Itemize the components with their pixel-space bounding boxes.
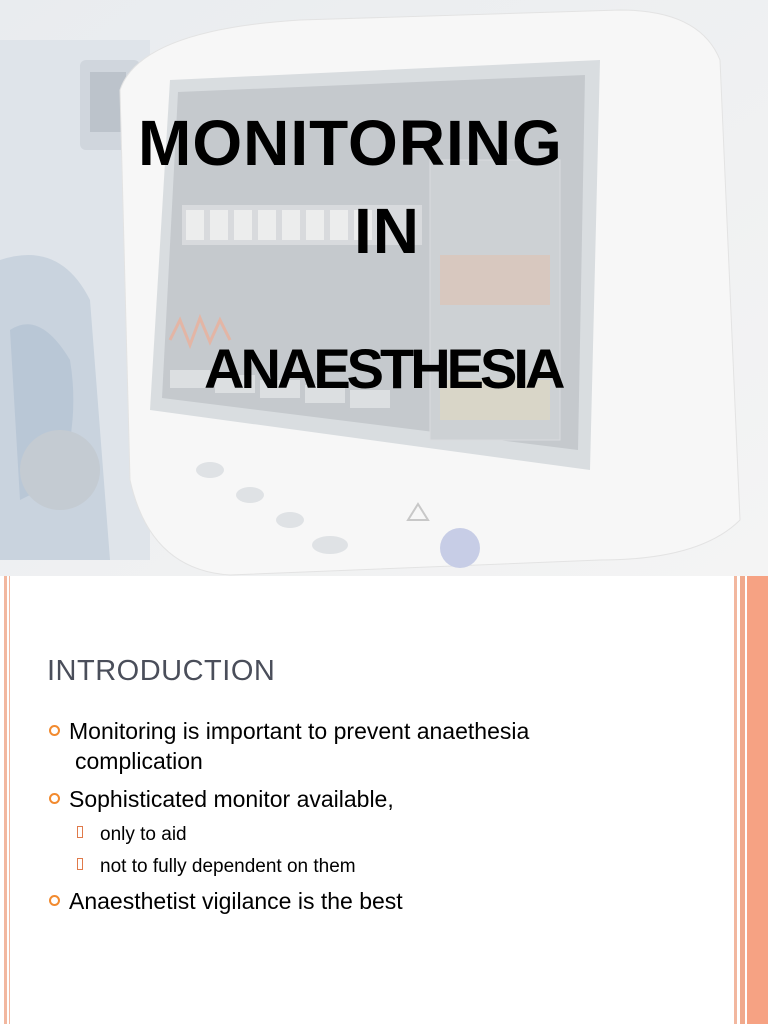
right-accent-band [747, 576, 768, 1024]
bullet-item [47, 886, 707, 916]
sub-bullet-box-icon [77, 826, 83, 838]
bullet-circle-icon [49, 725, 60, 736]
bullet-list [47, 716, 707, 924]
bullet-circle-icon [49, 793, 60, 804]
right-accent-rule [734, 576, 737, 1024]
bullet-circle-icon [49, 895, 60, 906]
slide-title-line-2: IN [354, 195, 420, 267]
left-accent-rule-thin [9, 576, 10, 1024]
slide-heading: INTRODUCTION [47, 655, 276, 687]
slide-title-line-3: ANAESTHESIA [204, 337, 562, 400]
introduction-slide [0, 576, 768, 1024]
sub-bullet-box-icon [77, 858, 83, 870]
right-accent-rule-mid [740, 576, 745, 1024]
bullet-item [47, 716, 707, 776]
bullet-text: Anaesthetist vigilance is the best [69, 888, 403, 914]
sub-bullet-item [47, 822, 707, 848]
left-accent-rule [4, 576, 7, 1024]
sub-bullet-text: not to fully dependent on them [100, 856, 356, 877]
bullet-text: Sophisticated monitor available, [69, 786, 394, 812]
bullet-text: Monitoring is important to prevent anaethesia [69, 718, 530, 744]
sub-bullet-text: only to aid [100, 824, 187, 845]
bullet-item [47, 784, 707, 814]
sub-bullet-item [47, 854, 707, 880]
bullet-text-continuation: complication [75, 748, 203, 774]
slide-title-line-1: MONITORING [138, 107, 563, 179]
